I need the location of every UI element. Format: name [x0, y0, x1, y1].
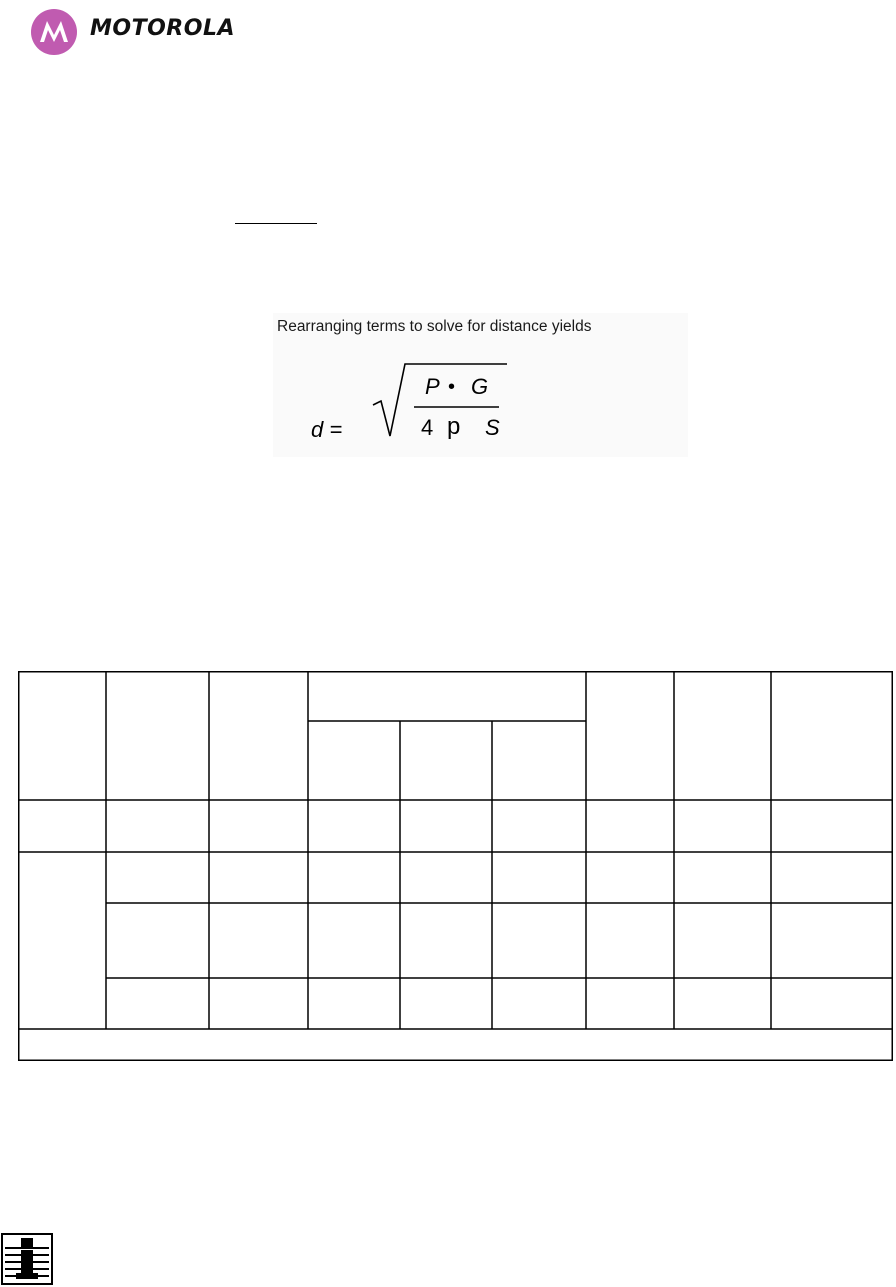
formula-figure [273, 313, 688, 457]
motorola-logo-icon [31, 9, 77, 55]
empty-table-grid [18, 671, 893, 1061]
formula-lhs: d = [311, 417, 343, 442]
denominator-4: 4 [421, 415, 434, 440]
denominator-p: p [447, 413, 461, 440]
brand-name: MOTOROLA [90, 16, 235, 41]
underline-rule [235, 223, 317, 224]
numerator-p: P [425, 374, 440, 399]
numerator-g: G [471, 374, 489, 399]
formula-caption: Rearranging terms to solve for distance yields [277, 318, 592, 335]
denominator-s: S [485, 415, 500, 440]
formula-svg [273, 313, 688, 457]
information-icon [1, 1233, 53, 1285]
numerator-dot: • [448, 376, 456, 398]
